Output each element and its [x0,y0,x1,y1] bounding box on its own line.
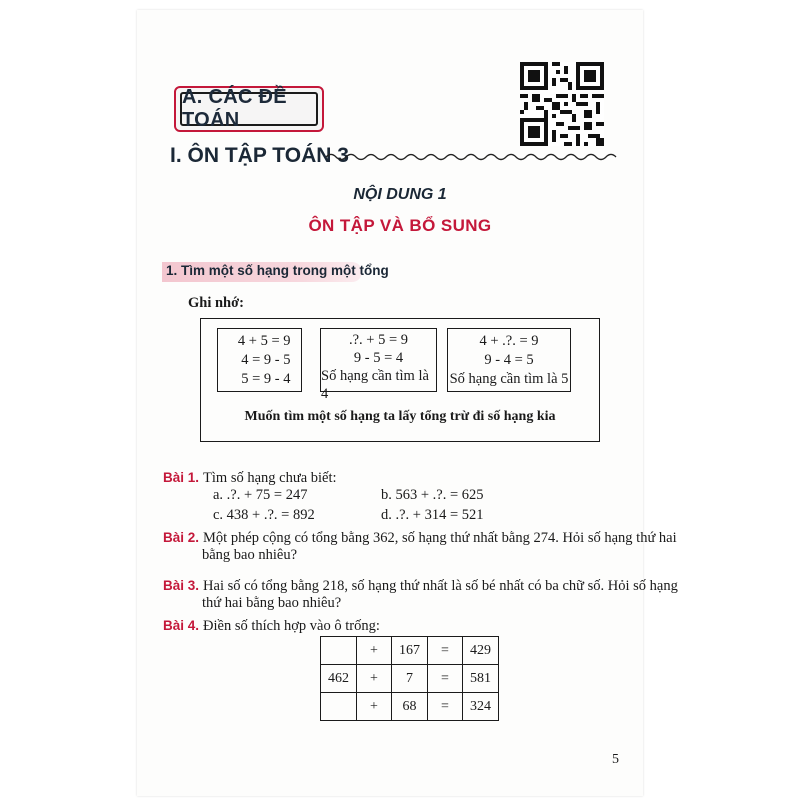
exercise-text: Điền số thích hợp vào ô trống: [203,618,380,634]
page-number: 5 [612,752,619,767]
exercise-label: Bài 2. [163,530,200,545]
memo-example-box-2 [320,328,437,402]
grid-cell: 324 [463,693,499,721]
section-banner-title: A. CÁC ĐỀ TOÁN [180,92,318,126]
grid-cell: 429 [463,637,499,665]
chapter-title: I. ÔN TẬP TOÁN 3 [170,144,349,167]
memo-line: Số hạng cần tìm là 4 [321,368,429,402]
table-row [321,693,499,721]
exercise-3-text-cont: thứ hai bằng bao nhiêu? [202,595,342,611]
qr-code-icon [520,62,604,146]
memo-line: 4 + 5 = 9 [237,332,291,349]
exercise-label: Bài 3. [163,578,200,593]
blank-cell[interactable] [321,637,357,665]
memo-line: .?. + 5 = 9 [348,332,409,348]
grid-cell: = [428,693,463,721]
memo-line: 5 = 9 - 4 [241,371,291,388]
exercise-text: Tìm số hạng chưa biết: [203,470,337,486]
table-row [321,637,499,665]
memo-example-box-3 [447,328,571,392]
exercise-1 [163,468,337,488]
grid-cell: = [428,665,463,693]
grid-cell: 7 [392,665,428,693]
exercise-text: Hai số có tổng bằng 218, số hạng thứ nhất là số bé nhất có ba chữ số. Hỏi số hạng [203,578,678,594]
section-title: ÔN TẬP VÀ BỔ SUNG [308,216,492,235]
grid-cell: = [428,637,463,665]
exercise-label: Bài 4. [163,618,200,633]
table-row [321,665,499,693]
grid-cell: 167 [392,637,428,665]
exercise-1-option-d: d. .?. + 314 = 521 [381,507,484,523]
fill-in-grid [320,636,499,721]
remember-label: Ghi nhớ: [188,295,244,311]
memo-line: 4 + .?. = 9 [479,332,539,349]
memo-rule: Muốn tìm một số hạng ta lấy tổng trừ đi số hạng kia [244,409,556,424]
exercise-label: Bài 1. [163,470,200,485]
memo-line: Số hạng cần tìm là 5 [449,371,569,388]
grid-cell: 581 [463,665,499,693]
exercise-2 [163,528,677,548]
blank-cell[interactable] [321,693,357,721]
memo-line: 9 - 4 = 5 [484,351,534,368]
exercise-2-text-cont: bằng bao nhiêu? [202,547,298,563]
topic-title: 1. Tìm một số hạng trong một tổng [166,263,389,278]
section-banner [174,86,324,132]
exercise-1-option-a: a. .?. + 75 = 247 [213,487,308,503]
grid-cell: + [357,665,392,693]
exercise-text: Một phép cộng có tổng bằng 362, số hạng thứ nhất bằng 274. Hỏi số hạng thứ hai [203,530,677,546]
exercise-1-option-b: b. 563 + .?. = 625 [381,487,484,503]
memo-example-box-1 [217,328,302,392]
grid-cell: 462 [321,665,357,693]
memo-line: 4 = 9 - 5 [241,351,291,368]
wavy-divider-icon [326,150,626,164]
exercise-1-option-c: c. 438 + .?. = 892 [213,507,315,523]
exercise-4 [163,616,380,636]
memo-line: 9 - 5 = 4 [353,350,404,366]
grid-cell: + [357,637,392,665]
exercise-3 [163,576,678,596]
content-heading: NỘI DUNG 1 [353,186,447,203]
grid-cell: + [357,693,392,721]
grid-cell: 68 [392,693,428,721]
memo-box [200,318,600,442]
